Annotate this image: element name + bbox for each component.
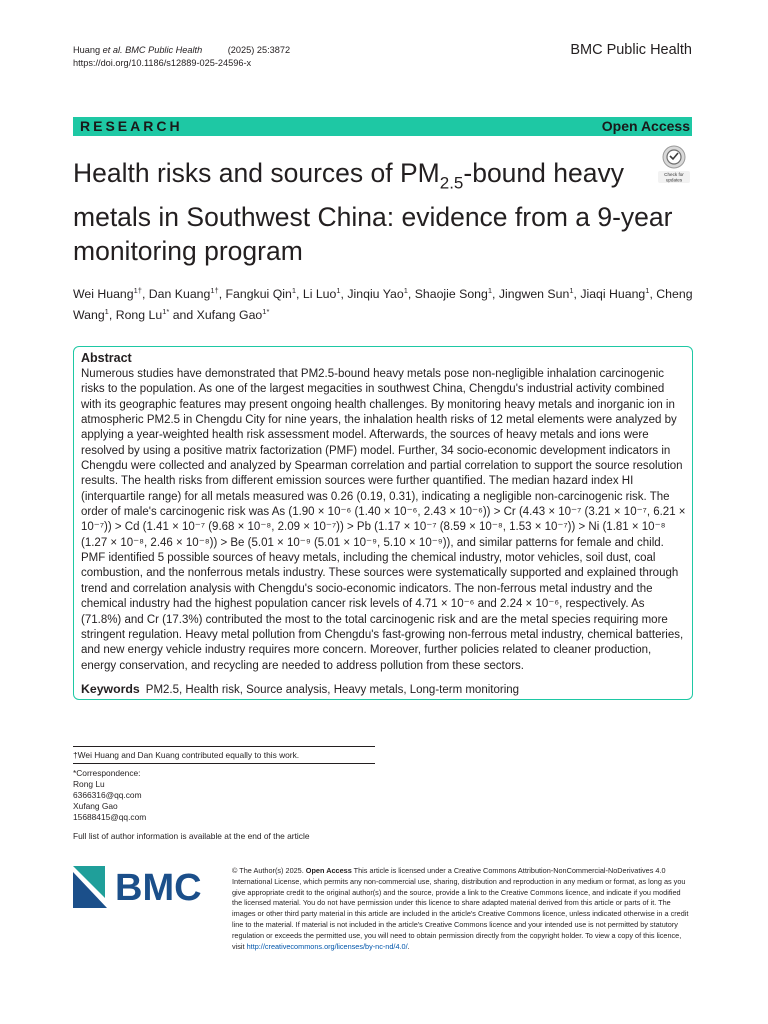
journal-name: BMC Public Health (570, 42, 692, 58)
abstract-heading: Abstract (81, 351, 132, 365)
author-affiliation-mark: 1 (645, 286, 650, 295)
author-affiliation-mark: 1 (569, 286, 574, 295)
keywords-text: PM2.5, Health risk, Source analysis, Heavy metals, Long-term monitoring (145, 684, 520, 696)
author-name[interactable]: Jiaqi Huang (580, 287, 646, 302)
open-access-label: Open Access (601, 118, 690, 134)
badge-line-1: Check for (664, 172, 684, 177)
author-name[interactable]: Xufang Gao (196, 308, 263, 323)
license-end: . (407, 941, 410, 951)
citation-year-volume: (2025) 25:3872 (227, 45, 291, 55)
author-name[interactable]: Li Luo (302, 287, 337, 302)
title-part-2: -bound heavy metals in Southwest China: evidence from a 9-year monitoring program (73, 158, 673, 267)
title-subscript: 2.5 (439, 173, 464, 193)
author-affiliation-mark: 1 (291, 286, 297, 295)
footnote-divider-2 (73, 763, 375, 764)
correspondence-email-2[interactable]: 15688415@qq.com (73, 812, 147, 822)
author-info-note: Full list of author information is available at the end of the article (73, 831, 310, 841)
author-name[interactable]: Shaojie Song (414, 287, 488, 302)
doi-link[interactable]: https://doi.org/10.1186/s12889-025-24596-x (73, 58, 252, 68)
author-affiliation-mark: 1* (162, 307, 170, 317)
author-affiliation-mark: 1 (336, 286, 341, 295)
license-body: This article is licensed under a Creative Commons Attribution-NonCommercial-NoDerivatives 4.0 International License, which permits any non-commercial use, sharing, distribution and reproduction in any medium or format, as long as you give appropriate credit to the original author(s) and the source, provide a link to the Creative Commons licence, and indicate if you modified the licensed material. You do not have permission under this licence to share adapted material derived from this article or parts of it. The images or other third party material in this article are included in the article's Creative Commons licence, unless indicated otherwise in a credit line to the material. If material is not included in the article's Creative Commons licence and your intended use is not permitted by statutory regulation or exceeds the permitted use, you will need to obtain permission directly from the copyright holder. To view a copy of this licence, visit (232, 866, 689, 951)
bmc-logo (73, 866, 215, 908)
footnote-divider (73, 746, 375, 747)
author-affiliation-mark: 1† (133, 286, 142, 295)
author-affiliation-mark: 1 (487, 286, 493, 295)
citation-etal: et al. BMC Public Health (102, 45, 203, 55)
correspondence-name-2: Xufang Gao (73, 801, 118, 811)
author-affiliation-mark: 1 (403, 286, 408, 295)
license-text (232, 866, 692, 952)
author-name[interactable]: Cheng Wang (73, 287, 693, 323)
author-affiliation-mark: 1 (104, 307, 109, 317)
citation-header (73, 44, 290, 70)
license-prefix: © The Author(s) 2025. (232, 866, 304, 875)
license-link[interactable]: http://creativecommons.org/licenses/by-nc-nd/4.0/ (246, 941, 408, 951)
license-open-access: Open Access (305, 866, 352, 875)
citation-authors: Huang (73, 45, 101, 55)
section-label: RESEARCH (80, 118, 183, 134)
correspondence-email-1[interactable]: 6366316@qq.com (73, 790, 142, 800)
author-list: Wei Huang$^{1\dagger}$, Dan Kuang$^{1\dagger}$, Fangkui Qin$^1$, Li Luo$^1$, Jinqiu Yao$^1$, Shaojie Song$^1$, Jingwen Sun$^1$, Jiaqi Huang$^1$, Cheng Wang$^1$, Rong $Lu^{1*}$ and Xufang Gao$^{1*}$ (73, 286, 693, 323)
check-for-updates-icon[interactable] (656, 144, 692, 184)
author-name[interactable]: Wei Huang (73, 287, 134, 302)
abstract-text: Numerous studies have demonstrated that PM2.5-bound heavy metals pose non-negligible inhalation carcinogenic risks to the population. As one of the largest megacities in southwest China, Chengdu's industrial activity combined with its geographic features may present ongoing health challenges. By monitoring heavy metals and inorganic ion in atmospheric PM2.5 in Chengdu City for nine years, the inhalation health risks of 12 metal elements were analyzed by applying a year-weighted health risk assessment model. Afterwards, the sources of heavy metals and ions were resolved by using a positive matrix factorization (PMF) model. Further, 34 socio-economic development indicators in Chengdu were collected and analyzed by Spearman correlation and partial correlation to support the source resolution results. The health risks from different emission sources were further quantified. The median hazard index HI (interquartile range) for all metals measured was 0.26 (0.19, 0.31), indicating a negligible non-carcinogenic risk. The order of male's carcinogenic risk was As (1.90 × 10⁻⁶ (1.40 × 10⁻⁶, 2.43 × 10⁻⁶)) > Cr (4.43 × 10⁻⁷ (3.21 × 10⁻⁷, 6.21 × 10⁻⁷)) > Cd (1.41 × 10⁻⁷ (9.68 × 10⁻⁸, 2.09 × 10⁻⁷)) > Pb (1.17 × 10⁻⁷ (8.59 × 10⁻⁸, 1.53 × 10⁻⁷)) > Ni (1.81 × 10⁻⁸ (1.27 × 10⁻⁸, 2.46 × 10⁻⁸)) > Be (5.01 × 10⁻⁹ (5.01 × 10⁻⁹, 5.10 × 10⁻⁹)), and similar patterns for female and child. PMF identified 5 possible sources of heavy metals, including the chemical industry, motor vehicles, soil dust, coal combustion, and the nonferrous metals industry. These sources were systematically supported and explained through trend and correlation analysis with Chengdu's socio-economic indicators. The non-ferrous metal industry and the chemical industry had the highest population cancer risk levels of 4.71 × 10⁻⁶ and 2.24 × 10⁻⁶, respectively. As (71.8%) and Cr (17.3%) contributed the most to the total carcinogenic risk and are the metal species requiring more stringent regulation. Heavy metal pollution from Chengdu's fast-growing non-ferrous metal industry, chemical batteries, and new energy vehicle industry requires more concern. Moreover, further policies related to cleaner production, energy conservation, and recycling are needed to address pollution from these sectors. (81, 368, 686, 672)
author-name[interactable]: Jinqiu Yao (347, 287, 404, 302)
author-name[interactable]: Dan Kuang (148, 287, 211, 302)
author-affiliation-mark: 1† (210, 286, 219, 295)
correspondence-name-1: Rong Lu (73, 779, 105, 789)
article-title (73, 156, 673, 268)
bmc-logo-text: BMC (115, 867, 202, 908)
badge-line-2: updates (665, 177, 683, 183)
author-name[interactable]: Fangkui Qin (225, 287, 292, 302)
author-name[interactable]: Rong Lu (115, 308, 163, 323)
authors-and: and (169, 308, 197, 323)
correspondence-label: *Correspondence: (73, 768, 141, 778)
author-affiliation-mark: 1* (262, 307, 270, 317)
keywords-label: Keywords (81, 682, 140, 696)
keywords-line (81, 682, 687, 698)
title-part-1: Health risks and sources of PM (73, 158, 440, 188)
author-name[interactable]: Jingwen Sun (498, 287, 570, 302)
equal-contribution-note: †Wei Huang and Dan Kuang contributed equally to this work. (73, 750, 300, 760)
